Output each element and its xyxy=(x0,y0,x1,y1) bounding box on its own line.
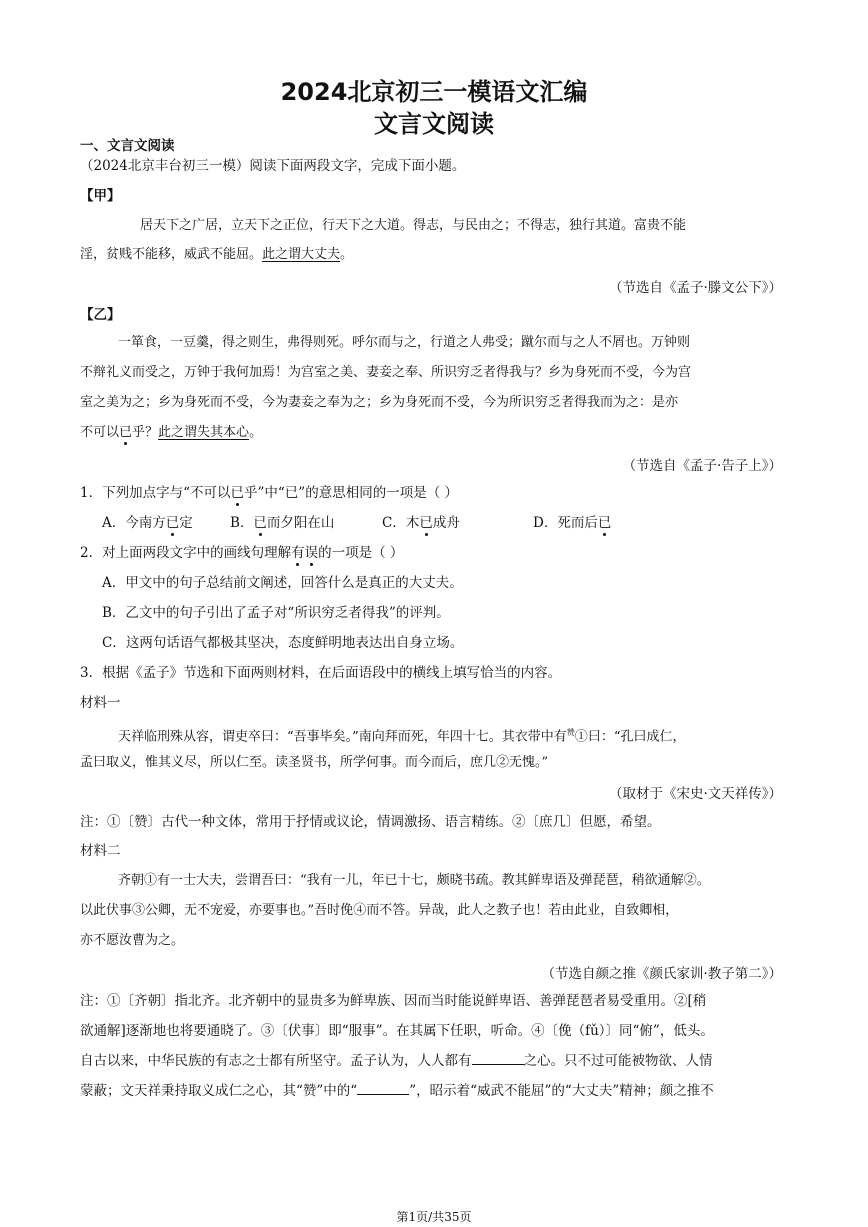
fill-paragraph-line-1: 自古以来，中华民族的有志之士都有所坚守。孟子认为，人人都有 之心。只不过可能被物欲、人情 xyxy=(80,1053,713,1069)
jia-underlined-sentence: 此之谓大丈夫 xyxy=(262,247,341,262)
material-2-line-1: 齐朝①有一士大夫，尝谓吾曰：“我有一儿，年已十七，颇晓书疏。教其鲜卑语及弹琵琶，稍欲通解②。 xyxy=(118,873,710,888)
material-2-note-1: 注：①〔齐朝〕指北齐。北齐朝中的显贵多为鲜卑族、因而当时能说鲜卑语、善弹琵琶者易受重用。②[稍 xyxy=(80,993,707,1009)
material-1-line-1: 天祥临刑殊从容，谓吏卒曰：“吾事毕矣。”南向拜而死，年四十七。其衣带中有$^赞$①曰：“孔曰成仁， xyxy=(118,728,686,745)
page-subtitle: 文言文阅读 xyxy=(374,110,494,138)
question-3-stem: 3．根据《孟子》节选和下面两则材料，在后面语段中的横线上填写恰当的内容。 xyxy=(80,665,562,681)
material-2-line-2: 以此伏事③公卿，无不宠爱，亦要事也。”吾时俛④而不答。异哉，此人之教子也！若由此业，自致卿相， xyxy=(80,903,679,918)
material-1-source: （取材于《宋史·文天祥传》） xyxy=(608,786,782,802)
fill-blank-2[interactable] xyxy=(357,1082,409,1095)
yi-line-3: 室之美为之；乡为身死而不受，今为妻妾之奉为之；乡为身死而不受，今为所识穷乏者得我而为之：是亦 xyxy=(80,395,679,410)
intro-text: （2024北京丰台初三一模）阅读下面两段文字，完成下面小题。 xyxy=(80,158,466,174)
material-2-note-2: 欲通解]逐渐地也将要通晓了。③〔伏事〕即“服事”。在其属下任职，听命。④〔俛（fǔ）〕同“俯”，低头。 xyxy=(80,1023,714,1039)
q2-option-a[interactable]: A．甲文中的句子总结前文阐述，回答什么是真正的大丈夫。 xyxy=(102,575,463,591)
yi-line-2: 不辩礼义而受之，万钟于我何加焉！为宫室之美、妻妾之奉、所识穷乏者得我与？乡为身死而不受，今为宫 xyxy=(80,365,692,380)
q1-option-c[interactable]: C．木已成舟 xyxy=(382,515,460,531)
yi-line-1: 一箪食，一豆羹，得之则生，弗得则死。呼尔而与之，行道之人弗受；蹴尔而与之人不屑也。万钟则 xyxy=(118,335,691,350)
jia-label: 【甲】 xyxy=(80,188,121,204)
question-1-stem: 1．下列加点字与“不可以已乎”中“已”的意思相同的一项是（ ） xyxy=(80,485,458,501)
q2-option-c[interactable]: C．这两句话语气都极其坚决，态度鲜明地表达出自身立场。 xyxy=(102,635,464,651)
material-1-label: 材料一 xyxy=(80,695,121,711)
q1-option-b[interactable]: B．已而夕阳在山 xyxy=(230,515,335,531)
material-2-line-3: 亦不愿汝曹为之。 xyxy=(80,933,185,948)
q1-option-a[interactable]: A．今南方已定 xyxy=(102,515,193,531)
emphasis-dot-char: 已 xyxy=(119,425,133,440)
material-1-line-2: 孟曰取义，惟其义尽，所以仁至。读圣贤书，所学何事。而今而后，庶几②无愧。” xyxy=(80,755,549,770)
yi-line-4: 不可以已乎？此之谓失其本心。 xyxy=(80,425,263,440)
jia-line-1: 居天下之广居，立天下之正位，行天下之大道。得志，与民由之；不得志，独行其道。富贵不能 xyxy=(140,218,687,233)
page-footer: 第1页/共35页 xyxy=(396,1210,472,1224)
yi-source: （节选自《孟子·告子上》） xyxy=(622,458,782,474)
yi-label: 【乙】 xyxy=(80,307,121,323)
yi-underlined-sentence: 此之谓失其本心 xyxy=(158,425,250,440)
section-heading: 一、文言文阅读 xyxy=(80,138,175,154)
fill-paragraph-line-2: 蒙蔽；文天祥秉持取义成仁之心，其“赞”中的“ ”，昭示着“威武不能屈”的“大丈夫”精神；颜之推不 xyxy=(80,1083,714,1099)
jia-source: （节选自《孟子·滕文公下》） xyxy=(608,280,782,296)
jia-line-2: 淫，贫贱不能移，威武不能屈。此之谓大丈夫。 xyxy=(80,247,354,262)
material-2-source: （节选自颜之推《颜氏家训·教子第二》） xyxy=(541,966,782,982)
material-1-note: 注：①〔赞〕古代一种文体，常用于抒情或议论，情调激扬、语言精练。②〔庶几〕但愿，希望。 xyxy=(80,814,661,830)
fill-blank-1[interactable] xyxy=(472,1052,524,1065)
q1-option-d[interactable]: D．死而后已 xyxy=(533,515,612,531)
q2-option-b[interactable]: B．乙文中的句子引出了孟子对“所识穷乏者得我”的评判。 xyxy=(102,605,450,621)
material-2-label: 材料二 xyxy=(80,843,121,859)
page-title: 2024北京初三一模语文汇编 xyxy=(280,78,588,106)
question-2-stem: 2．对上面两段文字中的画线句理解有误的一项是（ ） xyxy=(80,545,404,561)
